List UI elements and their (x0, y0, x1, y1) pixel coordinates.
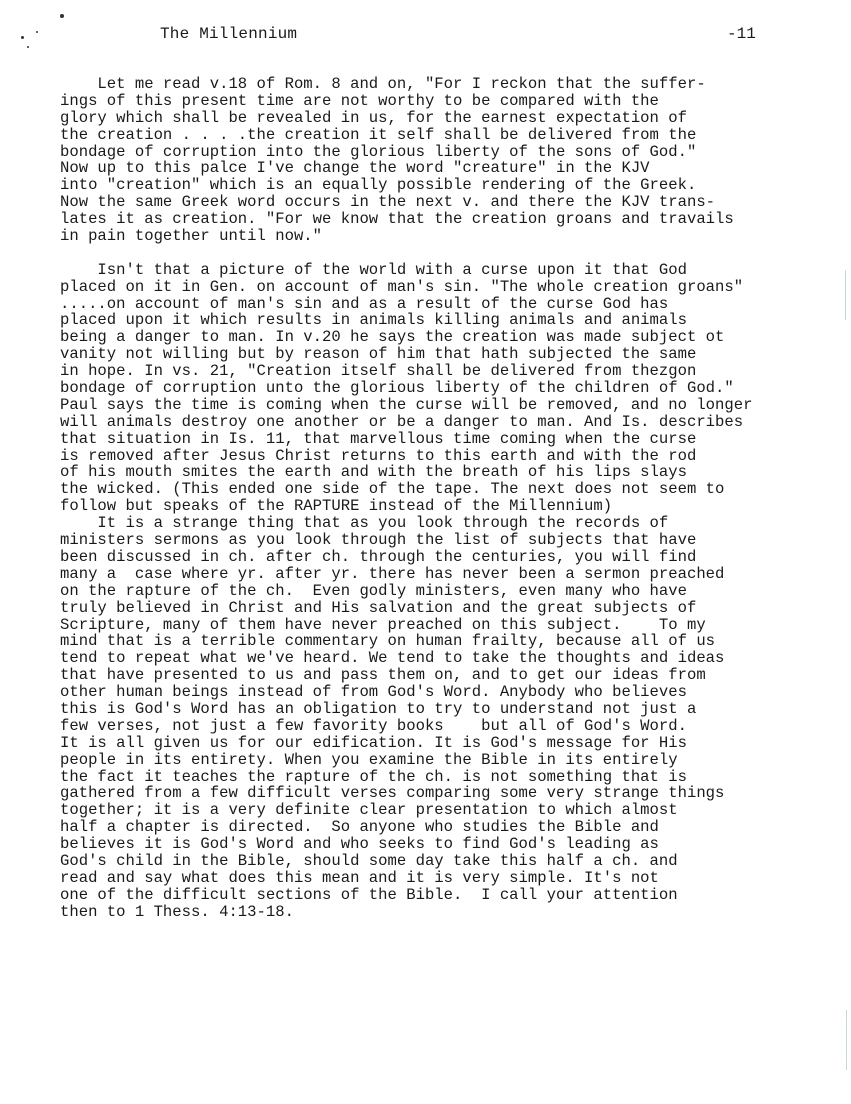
text-line: gathered from a few difficult verses comparing some very strange things (60, 784, 725, 803)
text-line: Paul says the time is coming when the curse will be removed, and no longer (60, 395, 753, 414)
text-line: vanity not willing but by reason of him that hath subjected the same (60, 345, 697, 364)
text-line: the wicked. (This ended one side of the tape. The next does not seem to (60, 480, 725, 499)
text-line: Isn't that a picture of the world with a curse upon it that God (60, 260, 687, 279)
text-line: in pain together until now." (60, 227, 323, 246)
text-line: lates it as creation. "For we know that the creation groans and travails (60, 210, 734, 229)
text-line: many a case where yr. after yr. there has never been a sermon preached (60, 564, 725, 583)
text-line: tend to repeat what we've heard. We tend to take the thoughts and ideas (60, 649, 725, 668)
text-line: bondage of corruption into the glorious liberty of the sons of God." (60, 142, 697, 161)
text-line: then to 1 Thess. 4:13-18. (60, 902, 294, 921)
margin-mark (845, 270, 846, 320)
text-line: the fact it teaches the rapture of the ch. is not something that is (60, 767, 687, 786)
text-line: one of the difficult sections of the Bible. I call your attention (60, 885, 678, 904)
text-line: Scripture, many of them have never preached on this subject. To my (60, 615, 706, 634)
text-line: Let me read v.18 of Rom. 8 and on, "For I reckon that the suffer- (60, 75, 706, 93)
text-line: people in its entirety. When you examine the Bible in its entirely (60, 750, 678, 769)
text-line: mind that is a terrible commentary on human frailty, because all of us (60, 632, 716, 651)
body-text (60, 76, 820, 921)
text-line: other human beings instead of from God's Word. Anybody who believes (60, 683, 687, 702)
scan-speck (27, 46, 29, 48)
text-line: the creation . . . .the creation it self shall be delivered from the (60, 125, 697, 144)
text-line: bondage of corruption unto the glorious liberty of the children of God." (60, 379, 734, 398)
text-line: believes it is God's Word and who seeks to find God's leading as (60, 835, 659, 854)
text-line: been discussed in ch. after ch. through the centuries, you will find (60, 547, 697, 566)
margin-mark (846, 1010, 847, 1070)
text-line: into "creation" which is an equally possible rendering of the Greek. (60, 176, 697, 195)
text-line: of his mouth smites the earth and with the breath of his lips slays (60, 463, 687, 482)
text-line: ministers sermons as you look through the list of subjects that have (60, 531, 697, 550)
scan-speck (60, 14, 64, 18)
text-line: Now the same Greek word occurs in the next v. and there the KJV trans- (60, 193, 716, 212)
text-line: ings of this present time are not worthy to be compared with the (60, 91, 659, 110)
text-line: follow but speaks of the RAPTURE instead of the Millennium) (60, 497, 613, 516)
text-line: It is a strange thing that as you look through the records of (60, 514, 669, 533)
header-title: The Millennium (160, 25, 298, 43)
text-line: half a chapter is directed. So anyone who studies the Bible and (60, 818, 659, 837)
text-line: that situation in Is. 11, that marvellous time coming when the curse (60, 429, 697, 448)
text-line (60, 245, 820, 262)
text-line: read and say what does this mean and it is very simple. It's not (60, 868, 659, 887)
text-line: It is all given us for our edification. It is God's message for His (60, 733, 687, 752)
text-line: placed on it in Gen. on account of man's sin. "The whole creation groans" (60, 277, 744, 296)
page-number: -11 (727, 25, 756, 43)
text-line: on the rapture of the ch. Even godly ministers, even many who have (60, 581, 687, 600)
text-line: will animals destroy one another or be a danger to man. And Is. describes (60, 412, 744, 431)
text-line: is removed after Jesus Christ returns to this earth and with the rod (60, 446, 697, 465)
text-line: God's child in the Bible, should some day take this half a ch. and (60, 851, 678, 870)
scan-speck (21, 36, 24, 39)
text-line: few verses, not just a few favority books but all of God's Word. (60, 716, 687, 735)
text-line: in hope. In vs. 21, "Creation itself shall be delivered from thezgon (60, 362, 697, 381)
text-line: placed upon it which results in animals killing animals and animals (60, 311, 687, 330)
text-line: truly believed in Christ and His salvation and the great subjects of (60, 598, 697, 617)
text-line: glory which shall be revealed in us, for the earnest expectation of (60, 108, 687, 127)
text-line: together; it is a very definite clear presentation to which almost (60, 801, 678, 820)
text-line: .....on account of man's sin and as a result of the curse God has (60, 294, 669, 313)
scan-speck (36, 31, 38, 33)
text-line: Now up to this palce I've change the word "creature" in the KJV (60, 159, 650, 178)
text-line: being a danger to man. In v.20 he says the creation was made subject ot (60, 328, 725, 347)
text-line: this is God's Word has an obligation to try to understand not just a (60, 699, 697, 718)
text-line: that have presented to us and pass them on, and to get our ideas from (60, 666, 706, 685)
